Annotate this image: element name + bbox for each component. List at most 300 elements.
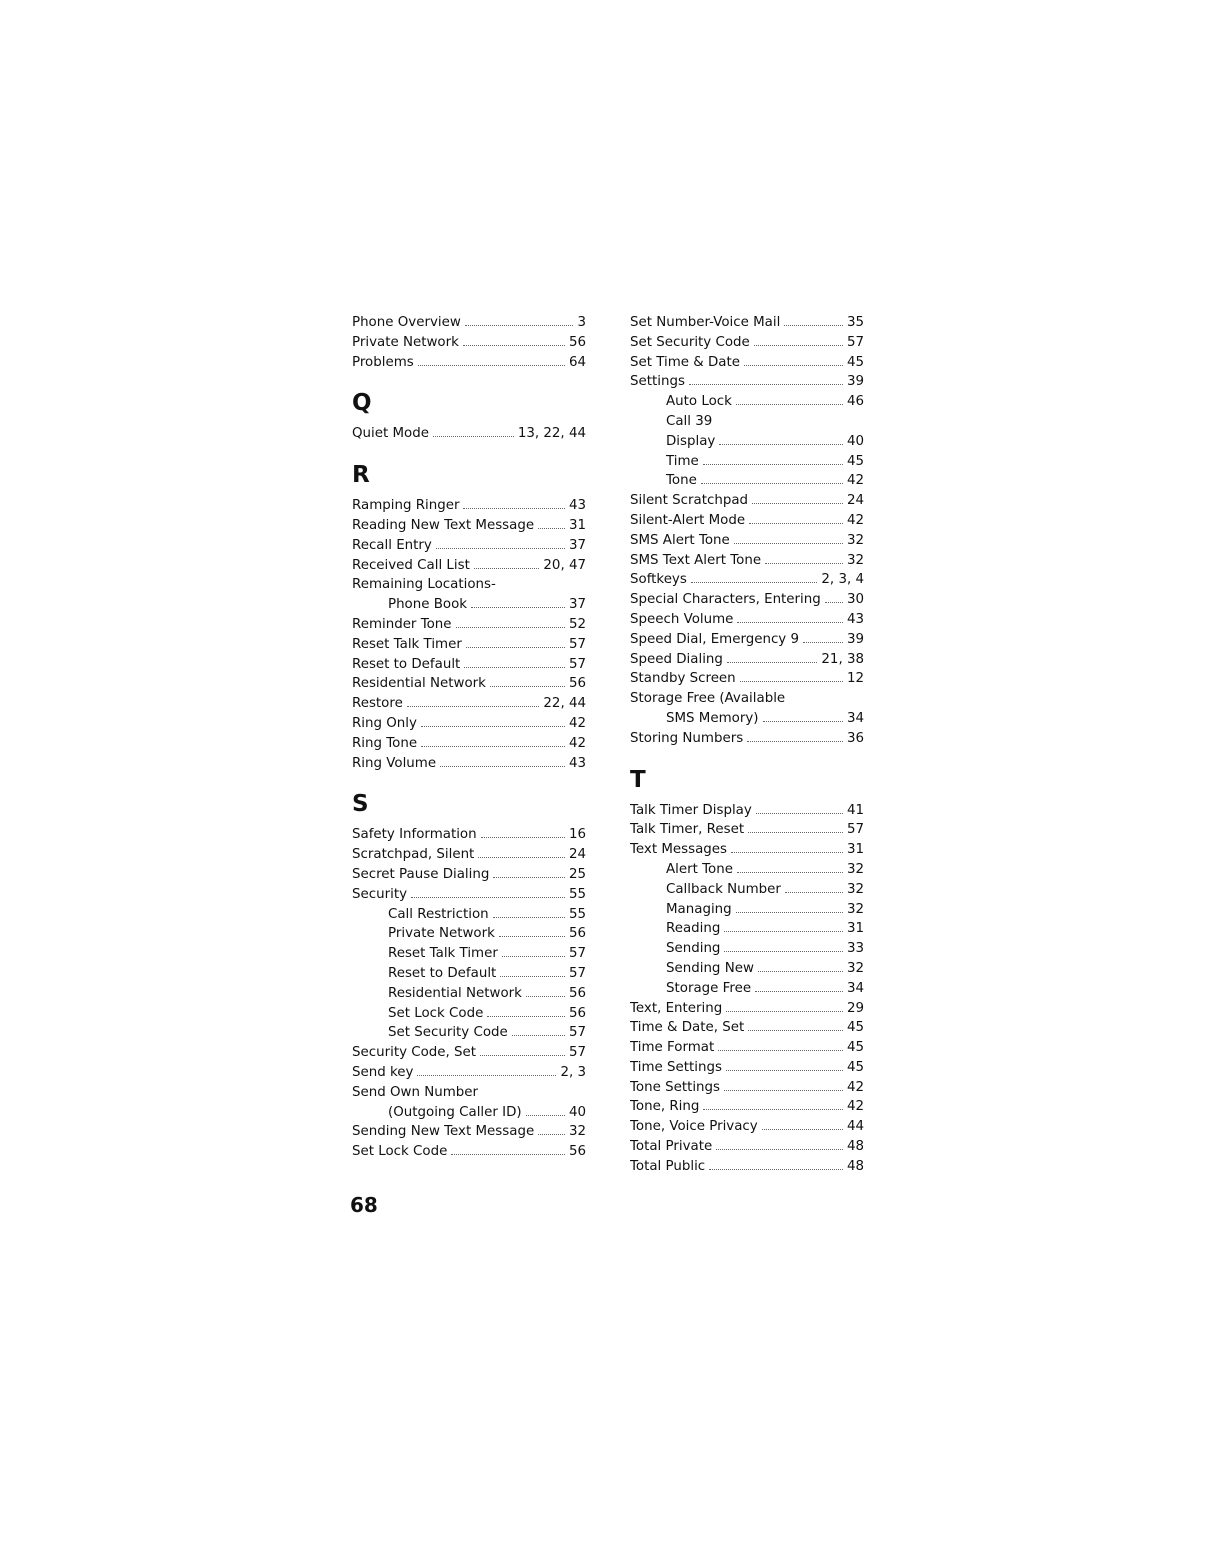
index-term: Residential Network	[388, 985, 522, 1001]
dot-leader	[464, 657, 565, 668]
dot-leader	[481, 827, 565, 838]
index-column-right	[630, 313, 864, 1177]
index-entry-phone-overview	[352, 313, 586, 333]
dot-leader	[758, 961, 843, 972]
dot-leader	[466, 637, 565, 648]
index-page-ref: 36	[846, 730, 864, 746]
index-term: Silent-Alert Mode	[630, 512, 746, 528]
dot-leader	[744, 355, 843, 366]
index-term: Callback Number	[666, 881, 781, 897]
index-page-ref: 57	[846, 822, 864, 838]
index-subentry-callback-number	[630, 880, 864, 900]
index-page-ref: 24	[846, 493, 864, 509]
index-term: Sending	[666, 941, 721, 957]
index-entry-remaining-locations	[352, 575, 586, 595]
index-subentry-managing	[630, 900, 864, 920]
index-term: Send Own Number	[352, 1084, 479, 1100]
dot-leader	[465, 315, 574, 326]
dot-leader	[703, 454, 843, 465]
index-term: Reading New Text Message	[352, 517, 535, 533]
index-page-ref: 32	[846, 552, 864, 568]
dot-leader	[421, 716, 565, 727]
index-subentry-outgoing-caller-id	[352, 1103, 586, 1123]
index-term: Reset to Default	[352, 656, 461, 672]
index-entry-speech-volume	[630, 610, 864, 630]
index-entry-security-code-set	[352, 1043, 586, 1063]
index-term: Time	[666, 453, 699, 469]
index-term: Managing	[666, 901, 732, 917]
dot-leader	[538, 1124, 565, 1135]
index-term: Text, Entering	[630, 1000, 723, 1016]
dot-leader	[411, 887, 565, 898]
dot-leader	[493, 907, 565, 918]
index-term: Ring Only	[352, 715, 417, 731]
index-entry-total-private	[630, 1137, 864, 1157]
dot-leader	[763, 711, 843, 722]
index-page-ref: 56	[568, 334, 586, 350]
index-entry-text-entering	[630, 999, 864, 1019]
index-entry-set-time-date	[630, 353, 864, 373]
index-term: Speed Dial, Emergency 9	[630, 631, 800, 647]
index-subentry-storage-free	[630, 979, 864, 999]
index-entry-restore	[352, 694, 586, 714]
dot-leader	[701, 473, 843, 484]
dot-leader	[756, 803, 843, 814]
dot-leader	[736, 902, 843, 913]
index-entry-tone-voice-privacy	[630, 1117, 864, 1137]
index-letter-heading-s: S	[352, 791, 369, 818]
index-entry-safety-information	[352, 825, 586, 845]
index-page-ref: 45	[846, 354, 864, 370]
index-subentry-time	[630, 452, 864, 472]
index-term: Quiet Mode	[352, 426, 429, 442]
index-term: SMS Alert Tone	[630, 532, 730, 548]
index-page-ref: 57	[568, 656, 586, 672]
dot-leader	[731, 842, 843, 853]
index-term: Storing Numbers	[630, 730, 744, 746]
dot-leader	[785, 882, 843, 893]
index-entry-storage-free-available	[630, 689, 864, 709]
dot-leader	[716, 1139, 843, 1150]
index-entry-speed-dial-emergency-9	[630, 630, 864, 650]
index-term: Sending New	[666, 960, 754, 976]
index-entry-ring-tone	[352, 734, 586, 754]
index-page-ref: 2, 3	[560, 1064, 586, 1080]
index-page-ref: 20, 47	[543, 557, 586, 573]
index-letter-heading-r: R	[352, 462, 370, 489]
index-entry-softkeys	[630, 570, 864, 590]
dot-leader	[785, 692, 864, 702]
index-entry-private-network	[352, 333, 586, 353]
dot-leader	[748, 1020, 843, 1031]
index-term: Security	[352, 886, 407, 902]
dot-leader	[496, 578, 586, 588]
dot-leader	[480, 1045, 565, 1056]
index-entry-standby-screen	[630, 669, 864, 689]
index-entry-silent-alert-mode	[630, 511, 864, 531]
index-term: Secret Pause Dialing	[352, 866, 490, 882]
index-term: Text Messages	[630, 842, 728, 858]
index-page-ref: 43	[846, 611, 864, 627]
index-entry-ring-only	[352, 714, 586, 734]
index-entry-residential-network	[352, 674, 586, 694]
index-page-ref: 48	[846, 1158, 864, 1174]
index-term: Auto Lock	[666, 394, 732, 410]
index-page-ref: 45	[846, 1020, 864, 1036]
dot-leader	[718, 1040, 843, 1051]
index-term: Tone, Ring	[630, 1099, 700, 1115]
index-entry-set-security-code	[630, 333, 864, 353]
index-term: Reminder Tone	[352, 616, 452, 632]
index-page-ref: 56	[568, 676, 586, 692]
index-entry-send-own-number	[352, 1083, 586, 1103]
index-term: Reset Talk Timer	[352, 636, 462, 652]
index-term: Alert Tone	[666, 861, 733, 877]
index-entry-recall-entry	[352, 536, 586, 556]
index-entry-time-settings	[630, 1058, 864, 1078]
page-number: 68	[350, 1193, 378, 1217]
index-term: Problems	[352, 354, 414, 370]
dot-leader	[463, 498, 564, 509]
index-page-ref: 45	[846, 1040, 864, 1056]
index-term: Private Network	[352, 334, 459, 350]
index-page-ref: 57	[568, 946, 586, 962]
index-page-ref: 31	[846, 842, 864, 858]
index-page-ref: 48	[846, 1139, 864, 1155]
dot-leader	[754, 335, 843, 346]
dot-leader	[407, 696, 540, 707]
index-entry-talk-timer-reset	[630, 820, 864, 840]
dot-leader	[526, 986, 565, 997]
dot-leader	[538, 518, 565, 529]
index-page-ref: 40	[568, 1104, 586, 1120]
index-subentry-call-39	[630, 412, 864, 432]
index-column-left	[352, 313, 586, 1162]
dot-leader	[736, 394, 843, 405]
index-term: (Outgoing Caller ID)	[388, 1104, 522, 1120]
index-page-ref: 32	[846, 532, 864, 548]
index-entry-speed-dialing	[630, 650, 864, 670]
index-term: Total Private	[630, 1139, 713, 1155]
dot-leader	[418, 355, 565, 366]
index-subentry-private-network	[352, 924, 586, 944]
index-term: Tone Settings	[630, 1079, 720, 1095]
index-entry-reset-talk-timer	[352, 635, 586, 655]
index-entry-tone-ring	[630, 1097, 864, 1117]
index-page-ref: 31	[568, 517, 586, 533]
index-entry-quiet-mode	[352, 424, 586, 444]
index-term: SMS Memory)	[666, 710, 759, 726]
index-subentry-set-lock-code	[352, 1004, 586, 1024]
dot-leader	[825, 592, 843, 603]
index-page-ref: 39	[846, 631, 864, 647]
dot-leader	[724, 941, 843, 952]
index-subentry-phone-book	[352, 595, 586, 615]
index-page-ref: 57	[568, 965, 586, 981]
dot-leader	[689, 374, 843, 385]
index-entry-set-lock-code	[352, 1142, 586, 1162]
dot-leader	[724, 1080, 843, 1091]
index-page-ref: 42	[846, 473, 864, 489]
index-term: Set Security Code	[630, 334, 750, 350]
index-entry-reading-new-text-message	[352, 516, 586, 536]
index-subentry-residential-network	[352, 984, 586, 1004]
index-page-ref: 29	[846, 1000, 864, 1016]
index-page-ref: 32	[846, 960, 864, 976]
dot-leader	[478, 847, 565, 858]
dot-leader	[747, 731, 843, 742]
dot-leader	[456, 617, 565, 628]
index-entry-silent-scratchpad	[630, 491, 864, 511]
index-entry-sms-alert-tone	[630, 531, 864, 551]
index-page-ref: 52	[568, 616, 586, 632]
dot-leader	[734, 533, 843, 544]
index-page-ref: 2, 3, 4	[821, 572, 864, 588]
index-term: Speech Volume	[630, 611, 734, 627]
index-entry-total-public	[630, 1157, 864, 1177]
index-subentry-tone	[630, 471, 864, 491]
index-page-ref: 25	[568, 866, 586, 882]
index-term: Talk Timer Display	[630, 802, 752, 818]
index-page-ref: 56	[568, 1005, 586, 1021]
index-subentry-display	[630, 432, 864, 452]
index-page-ref: 40	[846, 433, 864, 449]
index-term: Recall Entry	[352, 537, 432, 553]
index-page-ref: 44	[846, 1119, 864, 1135]
dot-leader	[502, 946, 565, 957]
index-term: Safety Information	[352, 827, 477, 843]
index-term: Restore	[352, 696, 403, 712]
index-term: Phone Book	[388, 597, 468, 613]
index-page-ref: 57	[568, 1045, 586, 1061]
index-entry-talk-timer-display	[630, 801, 864, 821]
index-entry-reminder-tone	[352, 615, 586, 635]
index-term: SMS Text Alert Tone	[630, 552, 762, 568]
dot-leader	[712, 415, 864, 425]
index-entry-text-messages	[630, 840, 864, 860]
dot-leader	[726, 1060, 843, 1071]
index-entry-scratchpad-silent	[352, 845, 586, 865]
index-page-ref: 39	[846, 374, 864, 390]
index-page-ref: 35	[846, 315, 864, 330]
index-term: Set Lock Code	[388, 1005, 484, 1021]
dot-leader	[762, 1119, 843, 1130]
index-page-ref: 42	[846, 1079, 864, 1095]
index-page-ref: 55	[568, 906, 586, 922]
index-page-ref: 57	[846, 334, 864, 350]
index-entry-problems	[352, 353, 586, 373]
index-page-ref: 22, 44	[543, 696, 586, 712]
index-term: Reset to Default	[388, 965, 497, 981]
index-entry-set-number-voice-mail	[630, 313, 864, 333]
index-page-ref: 37	[568, 537, 586, 553]
index-subentry-reset-talk-timer	[352, 944, 586, 964]
index-page-ref: 32	[568, 1124, 586, 1140]
index-term: Sending New Text Message	[352, 1124, 535, 1140]
index-page-ref: 37	[568, 597, 586, 613]
dot-leader	[433, 426, 514, 437]
index-term: Set Time & Date	[630, 354, 740, 370]
dot-leader	[691, 572, 818, 583]
index-term: Ring Tone	[352, 735, 418, 751]
index-term: Standby Screen	[630, 671, 736, 687]
dot-leader	[727, 652, 818, 663]
index-term: Ring Volume	[352, 755, 437, 771]
dot-leader	[737, 612, 843, 623]
dot-leader	[512, 1025, 565, 1036]
dot-leader	[703, 1099, 843, 1110]
index-term: Residential Network	[352, 676, 486, 692]
index-entry-sending-new-text-message	[352, 1122, 586, 1142]
index-term: Call Restriction	[388, 906, 489, 922]
index-entry-secret-pause-dialing	[352, 865, 586, 885]
dot-leader	[490, 676, 565, 687]
index-entry-send-key	[352, 1063, 586, 1083]
index-subentry-sms-memory	[630, 709, 864, 729]
index-page-ref: 32	[846, 881, 864, 897]
index-term: Softkeys	[630, 572, 687, 588]
dot-leader	[526, 1105, 565, 1116]
index-page-ref: 41	[846, 802, 864, 818]
index-page-ref: 43	[568, 755, 586, 771]
dot-leader	[478, 1086, 586, 1096]
index-letter-heading-t: T	[630, 766, 646, 793]
index-page-ref: 45	[846, 453, 864, 469]
index-term: Silent Scratchpad	[630, 493, 749, 509]
index-term: Received Call List	[352, 557, 470, 573]
index-term: Reading	[666, 921, 721, 937]
index-page-ref: 42	[846, 1099, 864, 1115]
index-page-ref: 21, 38	[821, 651, 864, 667]
index-subentry-reading	[630, 919, 864, 939]
index-term: Speed Dialing	[630, 651, 723, 667]
index-term: Set Security Code	[388, 1025, 508, 1041]
index-subentry-alert-tone	[630, 860, 864, 880]
dot-leader	[803, 632, 843, 643]
index-entry-time-format	[630, 1038, 864, 1058]
index-term: Tone	[666, 473, 697, 489]
index-term: Private Network	[388, 926, 495, 942]
index-term: Scratchpad, Silent	[352, 847, 475, 863]
dot-leader	[709, 1159, 843, 1170]
index-page-ref: 55	[568, 886, 586, 902]
index-page-ref: 13, 22, 44	[517, 426, 586, 442]
index-entry-sms-text-alert-tone	[630, 551, 864, 571]
dot-leader	[726, 1001, 843, 1012]
index-entry-ring-volume	[352, 754, 586, 774]
dot-leader	[784, 315, 843, 326]
index-page-ref: 56	[568, 926, 586, 942]
dot-leader	[436, 538, 565, 549]
index-page-ref: 30	[846, 592, 864, 608]
index-term: Call 39	[666, 413, 713, 429]
dot-leader	[471, 597, 565, 608]
dot-leader	[719, 434, 843, 445]
index-page-ref: 56	[568, 985, 586, 1001]
dot-leader	[737, 862, 843, 873]
index-page-ref: 31	[846, 921, 864, 937]
dot-leader	[440, 756, 565, 767]
index-page-ref: 42	[568, 715, 586, 731]
index-term: Set Number-Voice Mail	[630, 315, 781, 330]
index-term: Send key	[352, 1064, 414, 1080]
index-term: Ramping Ringer	[352, 498, 460, 514]
index-subentry-set-security-code	[352, 1023, 586, 1043]
index-term: Set Lock Code	[352, 1144, 448, 1160]
dot-leader	[749, 513, 843, 524]
index-entry-tone-settings	[630, 1078, 864, 1098]
index-term: Total Public	[630, 1158, 706, 1174]
index-page-ref: 16	[568, 827, 586, 843]
dot-leader	[474, 558, 540, 569]
index-page-ref: 42	[846, 512, 864, 528]
index-page-ref: 46	[846, 394, 864, 410]
index-page-ref: 64	[568, 354, 586, 370]
index-page-ref: 45	[846, 1059, 864, 1075]
dot-leader	[724, 921, 843, 932]
dot-leader	[500, 966, 565, 977]
index-term: Time & Date, Set	[630, 1020, 745, 1036]
index-term: Reset Talk Timer	[388, 946, 498, 962]
index-term: Time Settings	[630, 1059, 722, 1075]
dot-leader	[493, 867, 565, 878]
index-entry-special-characters-entering	[630, 590, 864, 610]
index-page-ref: 32	[846, 901, 864, 917]
index-subentry-sending-new	[630, 959, 864, 979]
index-page-ref: 57	[568, 1025, 586, 1041]
index-entry-ramping-ringer	[352, 496, 586, 516]
index-page-ref: 12	[846, 671, 864, 687]
index-term: Settings	[630, 374, 685, 390]
dot-leader	[755, 981, 843, 992]
dot-leader	[463, 335, 565, 346]
dot-leader	[421, 736, 565, 747]
index-entry-settings	[630, 372, 864, 392]
index-page-ref: 57	[568, 636, 586, 652]
index-entry-time-date-set	[630, 1018, 864, 1038]
index-entry-reset-to-default	[352, 655, 586, 675]
index-entry-security	[352, 885, 586, 905]
index-page-ref: 3	[577, 315, 586, 330]
index-term: Talk Timer, Reset	[630, 822, 745, 838]
index-page-ref: 56	[568, 1144, 586, 1160]
index-subentry-sending	[630, 939, 864, 959]
dot-leader	[487, 1006, 565, 1017]
index-page-ref: 24	[568, 847, 586, 863]
dot-leader	[748, 822, 843, 833]
index-term: Time Format	[630, 1040, 715, 1056]
index-entry-storing-numbers	[630, 729, 864, 749]
index-page-ref: 34	[846, 980, 864, 996]
index-term: Phone Overview	[352, 315, 461, 330]
index-entry-received-call-list	[352, 556, 586, 576]
dot-leader	[451, 1144, 565, 1155]
index-subentry-auto-lock	[630, 392, 864, 412]
index-term: Display	[666, 433, 716, 449]
index-page-ref: 33	[846, 941, 864, 957]
index-term: Special Characters, Entering	[630, 592, 821, 608]
index-letter-heading-q: Q	[352, 390, 372, 417]
index-term: Storage Free (Available	[630, 691, 786, 707]
index-term: Storage Free	[666, 980, 752, 996]
index-page-ref: 43	[568, 498, 586, 514]
index-page-ref: 42	[568, 735, 586, 751]
dot-leader	[499, 926, 565, 937]
index-subentry-call-restriction	[352, 905, 586, 925]
dot-leader	[417, 1065, 556, 1076]
dot-leader	[740, 671, 843, 682]
index-page-ref: 34	[846, 710, 864, 726]
